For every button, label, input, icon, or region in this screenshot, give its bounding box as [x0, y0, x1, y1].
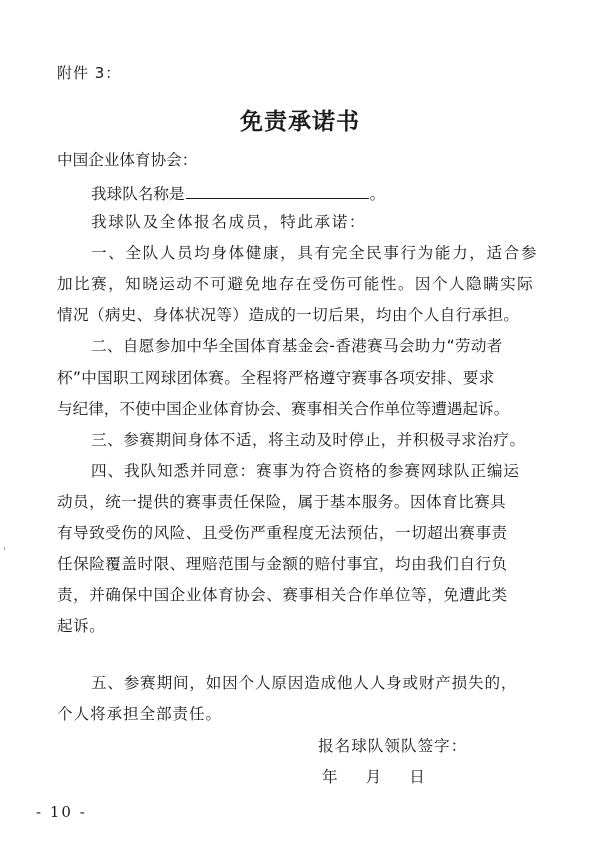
team-name-label: 我球队名称是	[91, 185, 185, 203]
team-name-blank	[186, 181, 369, 199]
clause-4-line: 四、我队知悉并同意：赛事为符合资格的参赛网球队正编运	[91, 462, 520, 480]
document-title: 免责承诺书	[240, 108, 360, 135]
clause-2-line: 与纪律，不使中国企业体育协会、赛事相关合作单位等遭遇起诉。	[57, 400, 510, 418]
recipient-line: 中国企业体育协会：	[57, 151, 198, 169]
clause-4-line: 起诉。	[57, 617, 106, 635]
clause-2-line: 杯”中国职工网球团体赛。全程将严格遵守赛事各项安排、要求	[57, 369, 495, 387]
clause-4-line: 动员，统一提供的赛事责任保险，属于基本服务。因体育比赛具	[57, 493, 507, 511]
clause-4-line: 责，并确保中国企业体育协会、赛事相关合作单位等，免遭此类	[57, 586, 508, 604]
clause-3-line: 三、参赛期间身体不适，将主动及时停止，并积极寻求治疗。	[91, 431, 526, 449]
clause-2-line: 二、自愿参加中华全国体育基金会-香港赛马会助力“劳动者	[91, 337, 503, 355]
date-month: 月	[365, 768, 382, 786]
clause-1-line: 情况（病史、身体状况等）造成的一切后果，均由个人自行承担。	[57, 306, 520, 324]
clause-1-line: 加比赛，知晓运动不可避免地存在受伤可能性。因个人隐瞒实际	[57, 275, 535, 293]
clause-4-line: 有导致受伤的风险、且受伤严重程度无法预估，一切超出赛事责	[57, 524, 508, 542]
team-name-line	[91, 181, 385, 204]
signature-label: 报名球队领队签字：	[318, 737, 468, 755]
clause-5-line: 五、参赛期间，如因个人原因造成他人人身或财产损失的，	[91, 674, 518, 692]
team-name-period: 。	[369, 185, 386, 203]
margin-mark	[4, 547, 5, 550]
intro-line: 我球队及全体报名成员，特此承诺：	[91, 213, 367, 231]
clause-4-line: 任保险覆盖时限、理赔范围与金额的赔付事宜，均由我们自行负	[57, 555, 508, 573]
date-day: 日	[409, 768, 425, 786]
date-year: 年	[322, 768, 338, 786]
clause-5-line: 个人将承担全部责任。	[57, 705, 222, 723]
date-line	[322, 767, 425, 787]
attachment-label: 附件 3：	[57, 64, 122, 82]
clause-1-line: 一、全队人员均身体健康，具有完全民事行为能力，适合参	[91, 244, 539, 262]
page-number: - 10 -	[36, 803, 87, 821]
